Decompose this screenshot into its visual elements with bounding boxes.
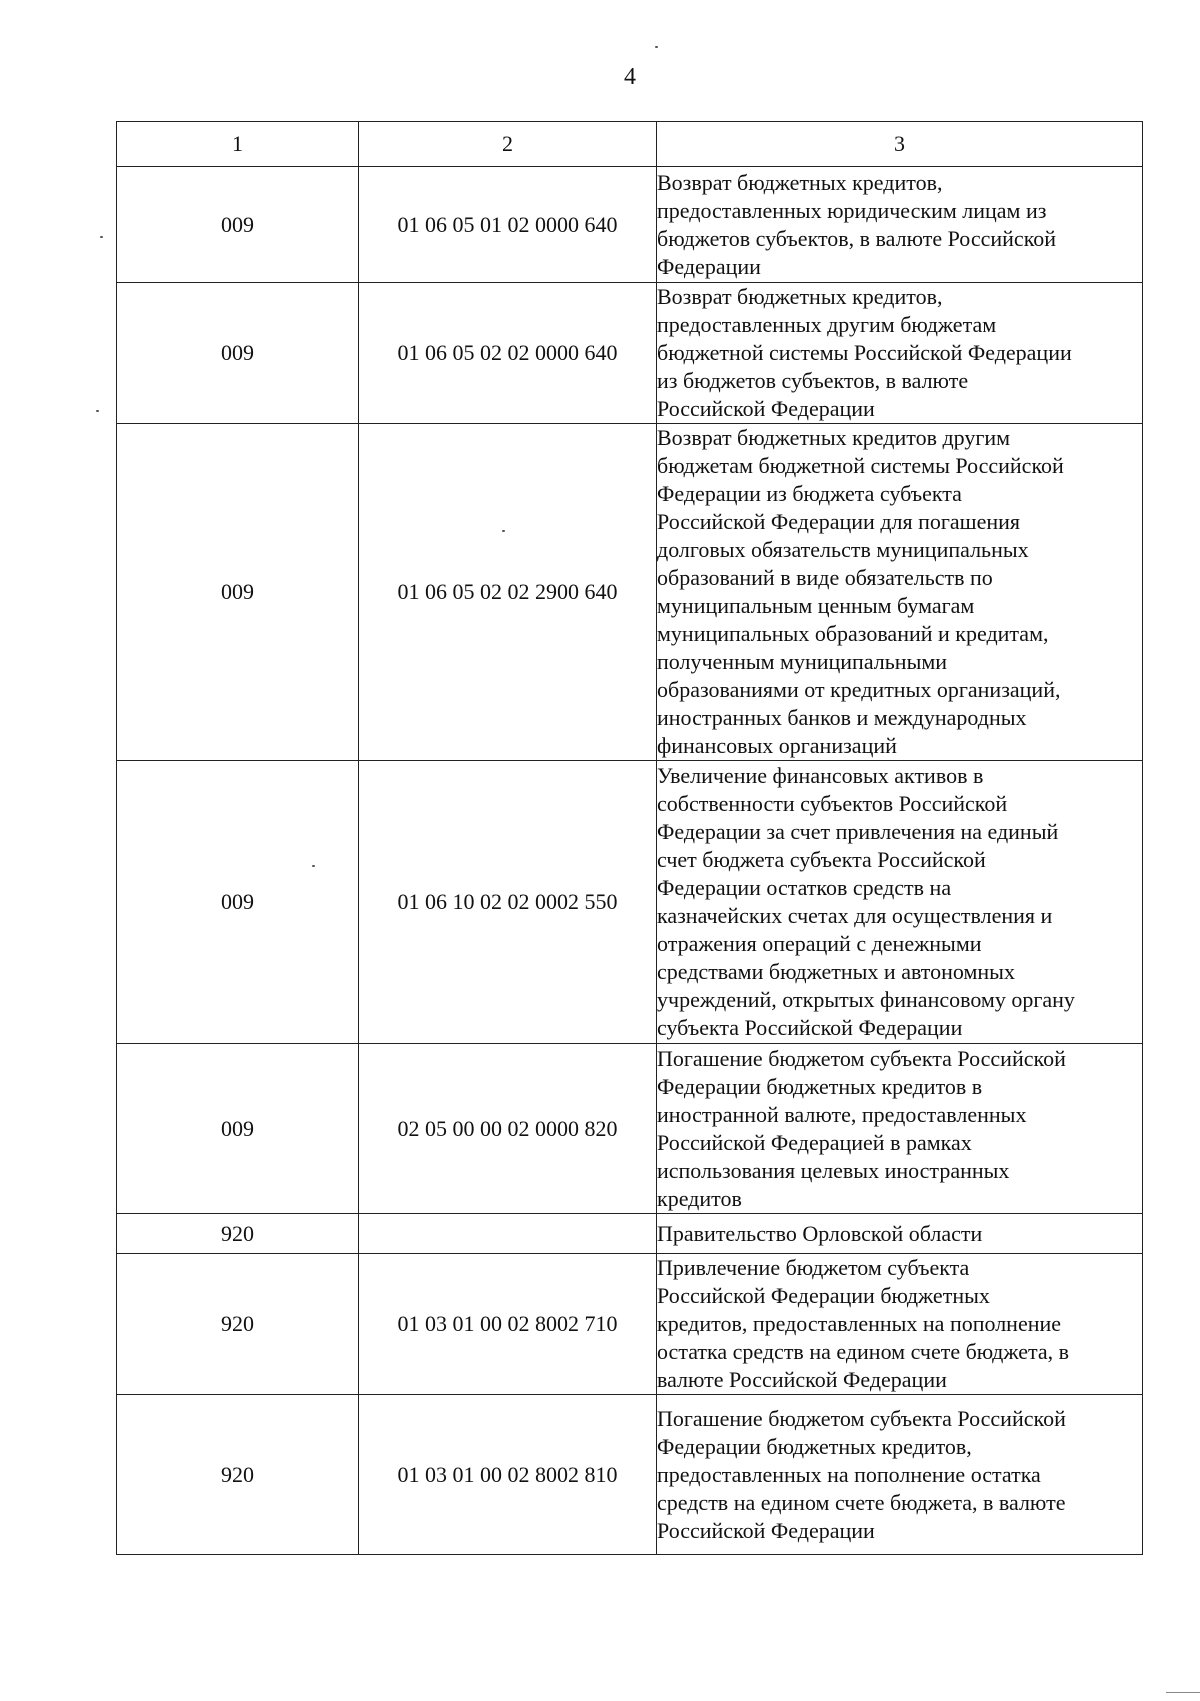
scan-speck [655, 46, 658, 48]
table-row [117, 1395, 1143, 1555]
scan-speck [100, 236, 103, 238]
scan-speck [96, 410, 99, 412]
classification-code-cell: 01 03 01 00 02 8002 710 [359, 1254, 657, 1395]
column-header-2: 2 [359, 122, 657, 167]
classification-code-cell: 01 03 01 00 02 8002 810 [359, 1395, 657, 1555]
admin-code-cell: 920 [117, 1254, 359, 1395]
classification-code-cell: 01 06 05 02 02 0000 640 [359, 283, 657, 424]
table-row [117, 1214, 1143, 1254]
description-cell: Возврат бюджетных кредитов, предоставленных юридическим лицам из бюджетов субъектов, в валюте Российской Федерации [657, 167, 1143, 283]
classification-code-cell: 01 06 10 02 02 0002 550 [359, 761, 657, 1044]
classification-code-cell [359, 1214, 657, 1254]
scan-speck [312, 865, 315, 867]
scan-edge-line [1166, 1692, 1200, 1693]
scan-speck [502, 530, 505, 532]
admin-code-cell: 920 [117, 1395, 359, 1555]
admin-code-cell: 009 [117, 167, 359, 283]
description-cell: Возврат бюджетных кредитов другим бюджетам бюджетной системы Российской Федерации из бюджета субъекта Российской Федерации для погашения долговых обязательств муниципальных образований в виде обязательств по муниципальным ценным бумагам муниципальных образований и кредитам, полученным муниципальными образованиями от кредитных организаций, иностранных банков и международных финансовых организаций [657, 424, 1143, 761]
classification-code-cell: 02 05 00 00 02 0000 820 [359, 1044, 657, 1214]
table-row [117, 167, 1143, 283]
table-header-row [117, 122, 1143, 167]
admin-code-cell: 009 [117, 1044, 359, 1214]
description-cell: Привлечение бюджетом субъекта Российской Федерации бюджетных кредитов, предоставленных на пополнение остатка средств на едином счете бюджета, в валюте Российской Федерации [657, 1254, 1143, 1395]
column-header-1: 1 [117, 122, 359, 167]
table-row [117, 1044, 1143, 1214]
admin-code-cell: 009 [117, 761, 359, 1044]
description-cell: Увеличение финансовых активов в собственности субъектов Российской Федерации за счет привлечения на единый счет бюджета субъекта Российской Федерации остатков средств на казначейских счетах для осуществления и отражения операций с денежными средствами бюджетных и автономных учреждений, открытых финансовому органу субъекта Российской Федерации [657, 761, 1143, 1044]
table-row [117, 761, 1143, 1044]
description-cell: Погашение бюджетом субъекта Российской Федерации бюджетных кредитов в иностранной валюте, предоставленных Российской Федерацией в рамках использования целевых иностранных кредитов [657, 1044, 1143, 1214]
column-header-3: 3 [657, 122, 1143, 167]
description-cell: Правительство Орловской области [657, 1214, 1143, 1254]
admin-code-cell: 009 [117, 283, 359, 424]
table-row [117, 283, 1143, 424]
page-number: 4 [624, 64, 636, 90]
table-row [117, 424, 1143, 761]
admin-code-cell: 920 [117, 1214, 359, 1254]
description-cell: Погашение бюджетом субъекта Российской Федерации бюджетных кредитов, предоставленных на пополнение остатка средств на едином счете бюджета, в валюте Российской Федерации [657, 1395, 1143, 1555]
description-cell: Возврат бюджетных кредитов, предоставленных другим бюджетам бюджетной системы Российской Федерации из бюджетов субъектов, в валюте Российской Федерации [657, 283, 1143, 424]
budget-codes-table [116, 121, 1143, 1555]
classification-code-cell: 01 06 05 02 02 2900 640 [359, 424, 657, 761]
classification-code-cell: 01 06 05 01 02 0000 640 [359, 167, 657, 283]
admin-code-cell: 009 [117, 424, 359, 761]
table-row [117, 1254, 1143, 1395]
